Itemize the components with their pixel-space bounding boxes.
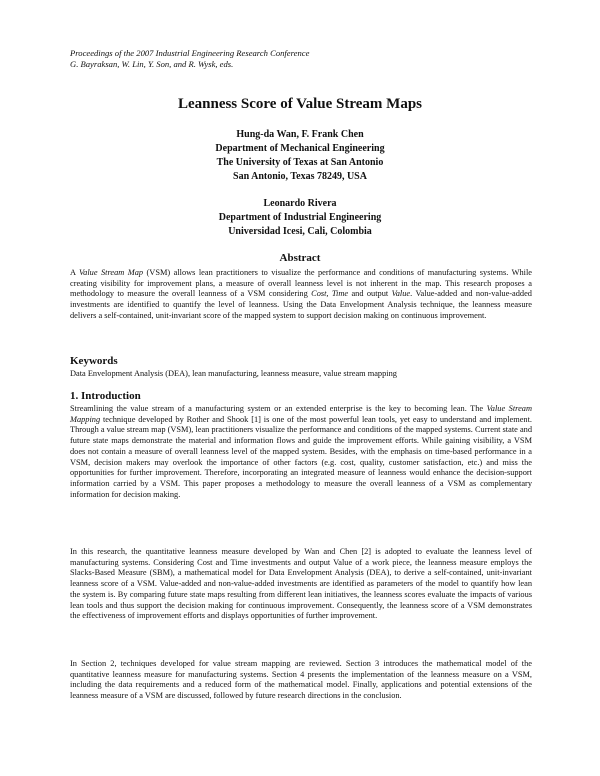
keywords-text: Data Envelopment Analysis (DEA), lean manufacturing, leanness measure, value stream mapping [70,369,397,378]
author-univ-1: The University of Texas at San Antonio [216,157,384,168]
author-dept-2: Department of Industrial Engineering [218,212,382,223]
introduction-heading: 1. Introduction [70,390,141,402]
intro-paragraph-3: In Section 2, techniques developed for value stream mapping are reviewed. Section 3 introduces the mathematical model of the quantitative leanness measure for manufacturing systems. Section 4 presents the implementation of the leanness measure on a VSM, including the data requirements and a reduced form of the mathematical model. Finally, applications and potential extensions of the leanness measure of a VSM are discussed, followed by future research directions in the conclusion. [70,659,532,701]
proceedings-line: Proceedings of the 2007 Industrial Engineering Research Conference [70,48,310,58]
intro-paragraph-1: Streamlining the value stream of a manufacturing system or an extended enterprise is the key to becoming lean. The Value Stream Mapping technique developed by Rother and Shook [1] is one of the most powerful lean tools, yet easy to understand and implement. Through a value stream map (VSM), lean practitioners visualize the performance and conditions of the mapped systems. Current state and future state maps demonstrate the material and information flows and guide the improvement efforts. While gaining visibility, a VSM does not contain a measure of overall leanness level of the mapped system. Besides, with the emphasis on time-based performance in a VSM, decision makers may overlook the importance of other factors (e.g. cost, quality, customer satisfaction, etc.) and miss the opportunities for further improvement. Therefore, incorporating an integrated measure of leanness would enhance the decision-support information carried by a VSM. This paper proposes a methodology to measure the overall leanness of a VSM as complementary information for decision making. [70,404,532,499]
abstract-heading: Abstract [279,252,321,264]
author-names-2: Leonardo Rivera [263,198,337,209]
intro-paragraph-2: In this research, the quantitative leanness measure developed by Wan and Chen [2] is adopted to evaluate the leanness level of manufacturing systems. Considering Cost and Time investments and output Value of a work piece, the leanness measure employs the Slacks-Based Measure (SBM), a mathematical model for Data Envelopment Analysis (DEA), to derive a self-contained, unit-invariant leanness score of a VSM. Value-added and non-value-added investments are identified as parameters of the model to quantify how lean the system is. By comparing future state maps resulting from different lean initiatives, the leanness scores evaluate the impacts of various lean tools and thus support the decision making for continuous improvement. Consequently, the leanness score of a VSM demonstrates the effectiveness of improvement efforts and displays opportunities of further improvement. [70,547,532,621]
author-names-1: Hung-da Wan, F. Frank Chen [236,129,364,140]
author-univ-2: Universidad Icesi, Cali, Colombia [228,226,372,237]
keywords-heading: Keywords [70,355,118,367]
abstract-text: A Value Stream Map (VSM) allows lean practitioners to visualize the performance and conditions of manufacturing systems. While creating visibility for improvement plans, a measure of overall leanness level is not inherent in the map. This research proposes a methodology to measure the overall leanness of a VSM considering Cost, Time and output Value. Value-added and non-value-added investments are identified to quantify the level of leanness. Using the Data Envelopment Analysis technique, the leanness measure delivers a self-contained, unit-invariant score of the mapped system to support decision making on continuous improvement. [70,268,532,320]
paper-title: Leanness Score of Value Stream Maps [177,96,423,112]
author-city-1: San Antonio, Texas 78249, USA [233,171,367,182]
editors-line: G. Bayraksan, W. Lin, Y. Son, and R. Wysk, eds. [70,59,234,69]
author-dept-1: Department of Mechanical Engineering [215,143,385,154]
